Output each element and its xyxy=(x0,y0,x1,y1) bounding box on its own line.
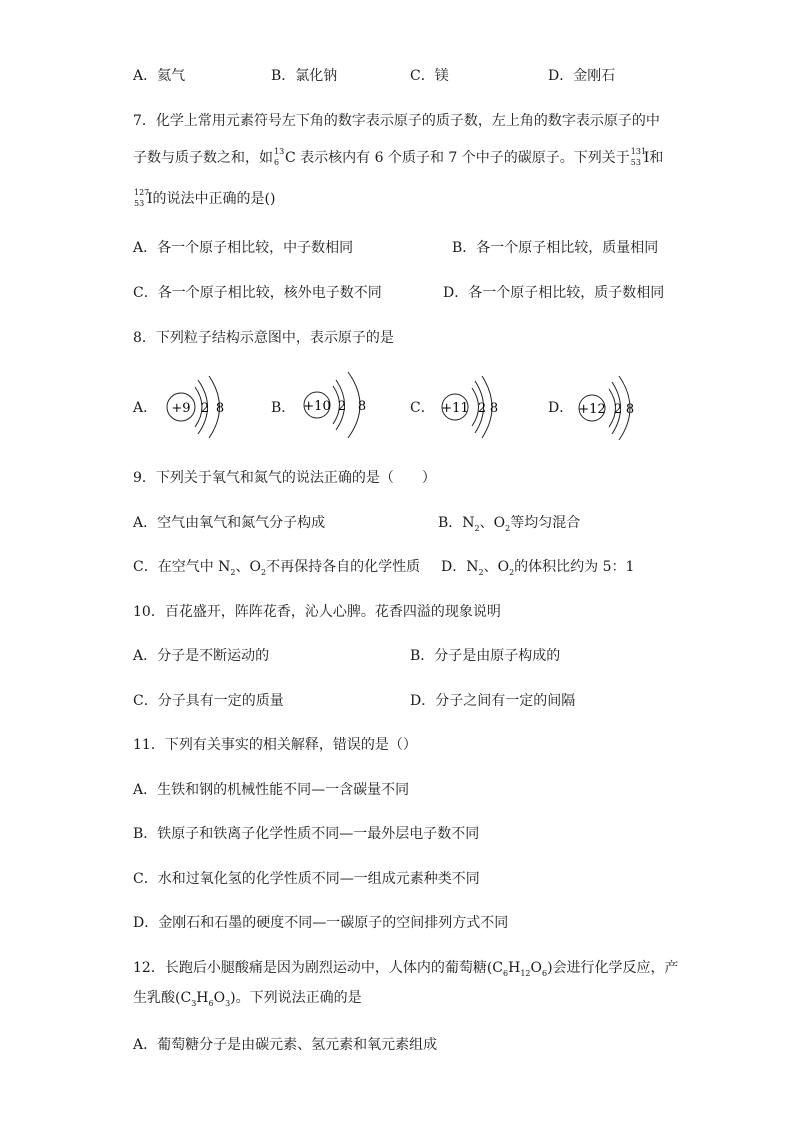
subscript: 2 xyxy=(478,567,484,577)
q9-option-c xyxy=(133,557,420,577)
iodine-isotope-131 xyxy=(630,147,647,168)
isotope-atomic: 53 xyxy=(630,158,641,167)
isotope-atomic: 53 xyxy=(134,199,145,208)
shell-electrons-1: 2 xyxy=(477,401,487,416)
q12-stem-line1 xyxy=(133,958,679,978)
isotope-mass: 13 xyxy=(274,147,285,156)
q9-option-d xyxy=(441,557,634,577)
text-segment: 等均匀混合 xyxy=(510,515,581,531)
atom-structure-diagram-b xyxy=(300,368,380,442)
q11-option-c: C．水和过氧化氢的化学性质不同—一组成元素种类不同 xyxy=(133,871,480,887)
text-segment: O xyxy=(213,990,226,1006)
text-segment: 12．长跑后小腿酸痛是因为剧烈运动中，人体内的葡萄糖(C xyxy=(133,960,503,976)
text-segment: 不再保持各自的化学性质 xyxy=(266,559,421,575)
q6-option-b: B．氯化钠 xyxy=(271,68,338,84)
q7-stem-line3 xyxy=(133,189,275,209)
q7-stem-text: 表示核内有 6 个质子和 7 个中子的碳原子。下列关于 xyxy=(300,150,630,166)
q9-option-a: A．空气由氧气和氮气分子构成 xyxy=(133,515,326,531)
subscript: 6 xyxy=(208,998,214,1008)
text-segment: 的体积比约为 5：1 xyxy=(514,559,635,575)
q7-option-a: A．各一个原子相比较，中子数相同 xyxy=(133,240,354,256)
q9-stem: 9．下列关于氧气和氮气的说法正确的是（ ） xyxy=(133,470,436,486)
subscript: 3 xyxy=(225,998,231,1008)
subscript: 3 xyxy=(191,998,197,1008)
q6-option-d: D．金刚石 xyxy=(548,68,616,84)
q7-stem-line2 xyxy=(133,148,663,168)
q12-stem-line2 xyxy=(133,988,362,1008)
subscript: 6 xyxy=(541,968,548,978)
text-segment: 、O xyxy=(235,559,261,575)
q7-option-c: C．各一个原子相比较，核外电子数不同 xyxy=(133,285,382,301)
isotope-atomic: 6 xyxy=(274,158,280,167)
subscript: 6 xyxy=(503,968,509,978)
atom-structure-diagram-c xyxy=(438,370,518,442)
q7-stem-line1: 7．化学上常用元素符号左下角的数字表示原子的质子数，左上角的数字表示原子的中 xyxy=(133,113,660,129)
q11-option-d: D．金刚石和石墨的硬度不同—一碳原子的空间排列方式不同 xyxy=(133,915,509,931)
nucleus-charge: +10 xyxy=(303,399,331,414)
text-segment: H xyxy=(508,960,521,976)
text-segment: )。下列说法正确的是 xyxy=(230,990,362,1006)
q12-option-a: A．葡萄糖分子是由碳元素、氢元素和氧元素组成 xyxy=(133,1037,438,1053)
q10-option-c: C．分子具有一定的质量 xyxy=(133,693,284,709)
subscript: 2 xyxy=(509,567,515,577)
shell-electrons-2: 8 xyxy=(357,399,367,414)
q8-option-b-label: B． xyxy=(271,400,296,416)
isotope-mass: 131 xyxy=(630,147,647,156)
isotope-mass: 127 xyxy=(134,188,150,197)
shell-electrons-1: 2 xyxy=(200,401,210,416)
q11-stem: 11．下列有关事实的相关解释，错误的是（） xyxy=(133,737,417,753)
q6-option-a: A．氦气 xyxy=(133,68,186,84)
isotope-symbol: I xyxy=(643,150,650,166)
q11-option-b: B．铁原子和铁离子化学性质不同—一最外层电子数不同 xyxy=(133,826,480,842)
q10-option-d: D．分子之间有一定的间隔 xyxy=(410,693,576,709)
isotope-symbol: I xyxy=(147,191,153,207)
isotope-symbol: C xyxy=(285,150,296,166)
shell-electrons-2: 8 xyxy=(489,401,499,416)
shell-electrons-2: 8 xyxy=(625,402,635,417)
shell-electrons-1: 2 xyxy=(613,402,623,417)
q7-option-b: B．各一个原子相比较，质量相同 xyxy=(452,240,659,256)
q10-option-a: A．分子是不断运动的 xyxy=(133,648,270,664)
text-segment: C．在空气中 N xyxy=(133,559,231,575)
atom-structure-diagram-a xyxy=(160,370,240,442)
text-segment: O xyxy=(530,960,542,976)
subscript: 2 xyxy=(261,567,267,577)
q8-option-d-label: D． xyxy=(548,400,574,416)
nucleus-charge: +11 xyxy=(441,401,469,416)
q7-stem-text: 的说法中正确的是() xyxy=(152,191,276,207)
q9-option-b xyxy=(438,513,580,533)
subscript: 12 xyxy=(520,968,531,978)
atom-structure-diagram-d xyxy=(575,370,655,442)
q8-option-a-label: A． xyxy=(133,400,158,416)
subscript: 2 xyxy=(474,523,480,533)
subscript: 2 xyxy=(505,523,511,533)
q7-option-d: D．各一个原子相比较，质子数相同 xyxy=(443,285,665,301)
text-segment: 、O xyxy=(483,559,510,575)
text-segment: )会进行化学反应，产 xyxy=(547,960,679,976)
q6-option-c: C．镁 xyxy=(410,68,449,84)
q7-stem-text: 和 xyxy=(649,150,664,166)
q10-stem: 10．百花盛开，阵阵花香，沁人心脾。花香四溢的现象说明 xyxy=(133,604,501,620)
nucleus-charge: +12 xyxy=(578,402,606,417)
carbon-isotope xyxy=(273,148,285,168)
subscript: 2 xyxy=(230,567,236,577)
q10-option-b: B．分子是由原子构成的 xyxy=(410,648,561,664)
q11-option-a: A．生铁和钢的机械性能不同—一含碳量不同 xyxy=(133,782,410,798)
q7-stem-text: 子数与质子数之和，如 xyxy=(133,150,273,166)
q8-option-c-label: C． xyxy=(410,400,435,416)
text-segment: B．N xyxy=(438,515,475,531)
text-segment: 、O xyxy=(479,515,506,531)
text-segment: D．N xyxy=(441,559,479,575)
shell-electrons-2: 8 xyxy=(215,401,225,416)
shell-electrons-1: 2 xyxy=(337,399,347,414)
text-segment: H xyxy=(196,990,209,1006)
text-segment: 生乳酸(C xyxy=(133,990,192,1006)
iodine-isotope-127 xyxy=(133,188,150,209)
nucleus-charge: +9 xyxy=(171,401,191,416)
q8-stem: 8．下列粒子结构示意图中，表示原子的是 xyxy=(133,330,394,346)
